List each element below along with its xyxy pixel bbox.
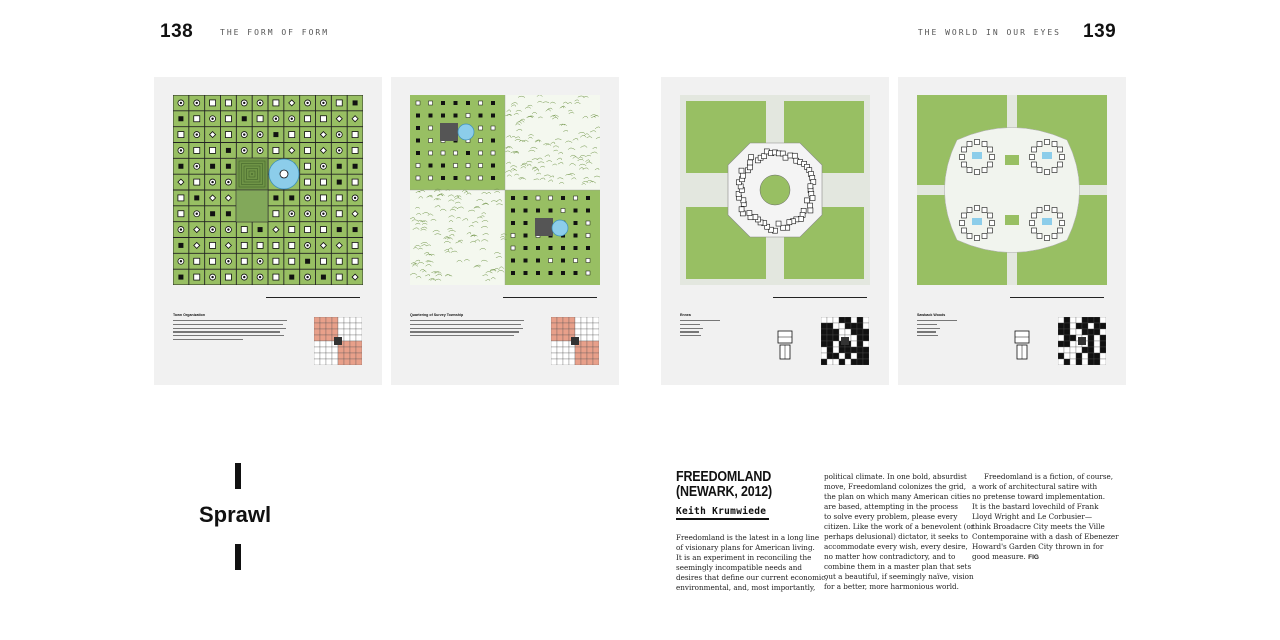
plate-caption <box>917 320 967 346</box>
key-grid-diagram <box>821 317 869 365</box>
text-line: combine them in a master plan that sets <box>824 562 972 571</box>
key-grid-diagram <box>1058 317 1106 365</box>
text-line: for a better, more harmonious world. <box>824 582 959 591</box>
scale-bar <box>266 295 360 301</box>
section-marker-bottom <box>235 544 241 570</box>
text-line-end: good measure. <box>972 552 1026 561</box>
section-heading: Sprawl <box>199 502 272 527</box>
right-page-number: 139 <box>1083 21 1117 42</box>
plate-caption <box>680 320 730 346</box>
fig-label: FIG <box>1028 554 1039 561</box>
text-line: out a beautiful, if seemingly naïve, vision <box>824 572 974 581</box>
plate-ennea <box>661 77 889 385</box>
plate-title: Sawback Woods <box>917 313 946 317</box>
author-name: Keith Krumwiede <box>676 506 767 517</box>
author-underline <box>676 518 769 520</box>
plate-town-organization <box>154 77 382 385</box>
town-grid-map <box>173 95 363 285</box>
article-column-2 <box>824 472 974 592</box>
text-line: are based, attempting in the process <box>824 502 958 511</box>
octagon-plan-map <box>680 95 870 285</box>
article-column-1 <box>676 533 828 593</box>
plate-quartering <box>391 77 619 385</box>
key-grid-diagram <box>314 317 362 365</box>
cluster-plan-map <box>917 95 1107 285</box>
quartered-township-map <box>410 95 600 285</box>
text-line: political climate. In one bold, absurdist <box>824 472 967 481</box>
text-line: environmental, and, most importantly, <box>676 583 816 592</box>
text-line: Lloyd Wright and Le Corbusier— <box>972 512 1093 521</box>
text-line: Freedomland is a fiction, of course, <box>984 472 1114 481</box>
house-plan-icon <box>1014 329 1030 361</box>
text-line: a work of architectural satire with <box>972 482 1098 491</box>
scale-bar <box>1010 295 1104 301</box>
plate-caption <box>410 320 526 346</box>
text-line: It is an experiment in reconciling the <box>676 553 812 562</box>
text-line: accommodate every wish, every desire, <box>824 542 968 551</box>
text-line: the plan on which many American cities <box>824 492 971 501</box>
plate-caption <box>173 320 289 346</box>
scale-bar <box>503 295 597 301</box>
text-line <box>972 552 1119 563</box>
house-plan-icon <box>777 329 793 361</box>
text-line: of visionary plans for American living. <box>676 543 815 552</box>
plate-title: Ennea <box>680 313 691 317</box>
article-title-line2: (NEWARK, 2012) <box>676 484 772 500</box>
right-running-head: THE WORLD IN OUR EYES <box>917 28 1061 37</box>
plate-title: Town Organization <box>173 313 206 317</box>
text-line: Freedomland is the latest in a long line <box>676 533 820 542</box>
text-line: desires that define our current economic, <box>676 573 828 582</box>
text-line: no pretense toward implementation. <box>972 492 1106 501</box>
text-line: to solve every problem, please every <box>824 512 958 521</box>
text-line: Howard's Garden City thrown in for <box>972 542 1104 551</box>
text-line: citizen. Like the work of a benevolent (or <box>824 522 975 531</box>
scale-bar <box>773 295 867 301</box>
text-line: seemingly incompatible needs and <box>676 563 803 572</box>
left-page-number: 138 <box>160 21 194 42</box>
text-line: think Broadacre City meets the Ville <box>972 522 1105 531</box>
section-marker-top <box>235 463 241 489</box>
key-grid-diagram <box>551 317 599 365</box>
text-line: It is the bastard lovechild of Frank <box>972 502 1099 511</box>
text-line: perhaps delusional) dictator, it seeks to <box>824 532 968 541</box>
article-title-line1: FREEDOMLAND <box>676 469 772 485</box>
article-column-3 <box>972 472 1119 563</box>
article-title <box>676 470 772 500</box>
text-line: Contemporaine with a dash of Ebenezer <box>972 532 1119 541</box>
plate-sawback-woods <box>898 77 1126 385</box>
text-line: move, Freedomland colonizes the grid, <box>824 482 966 491</box>
text-line: no matter how contradictory, and to <box>824 552 956 561</box>
left-running-head: THE FORM OF FORM <box>220 28 330 37</box>
plate-title: Quartering of Survey Township <box>410 313 464 317</box>
